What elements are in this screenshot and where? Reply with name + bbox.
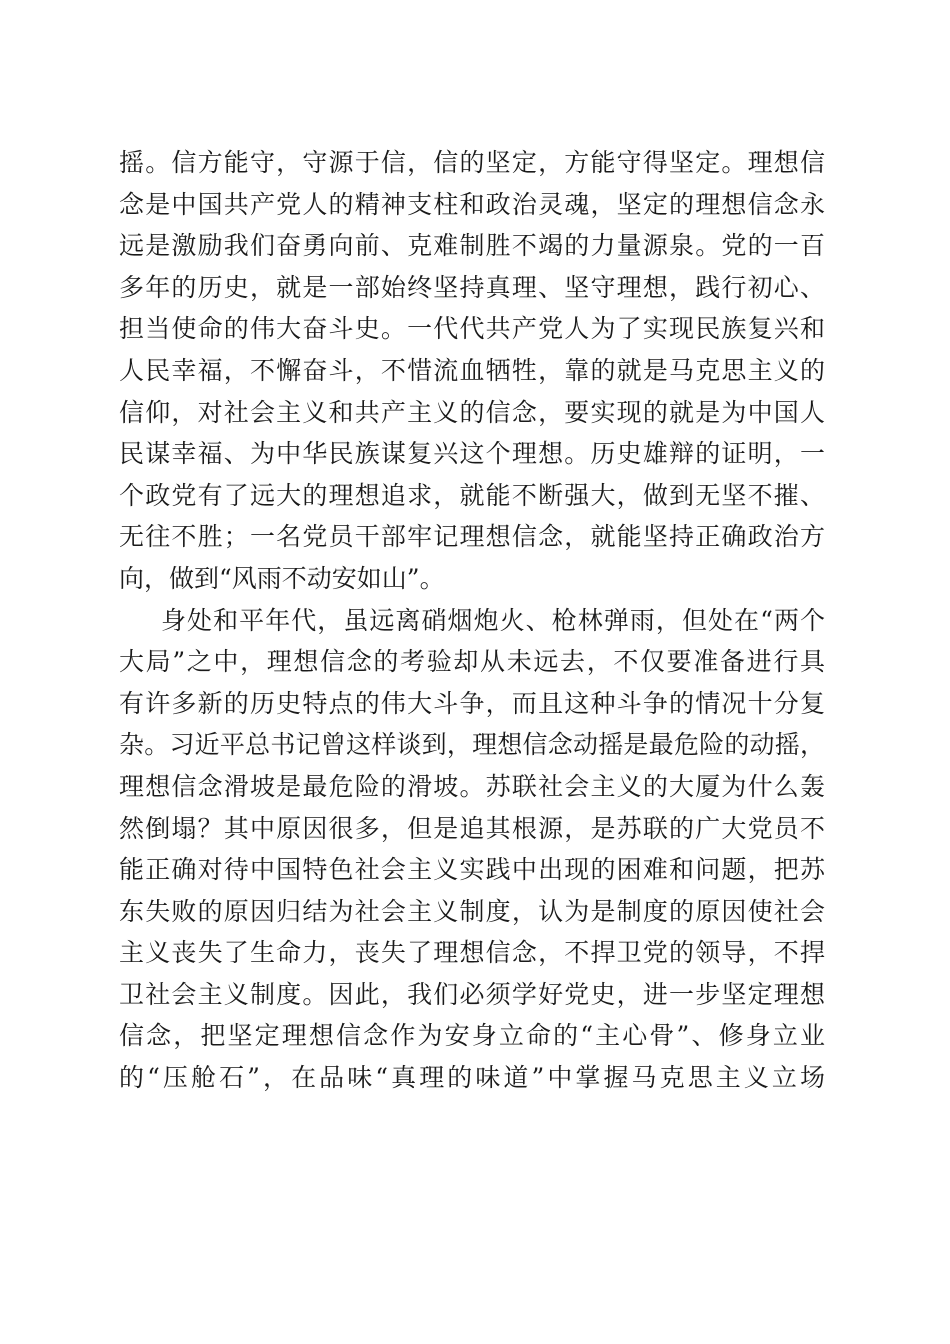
text-line: 理想信念滑坡是最危险的滑坡。苏联社会主义的大厦为什么轰: [119, 771, 825, 801]
text-line: 念是中国共产党人的精神支柱和政治灵魂，坚定的理想信念永: [119, 189, 825, 219]
text-line: 无往不胜；一名党员干部牢记理想信念，就能坚持正确政治方: [119, 522, 825, 552]
text-line: 能正确对待中国特色社会主义实践中出现的困难和问题，把苏: [119, 855, 825, 885]
text-line: 向，做到“风雨不动安如山”。: [119, 563, 445, 593]
text-line: 有许多新的历史特点的伟大斗争，而且这种斗争的情况十分复: [119, 688, 825, 718]
text-line: 东失败的原因归结为社会主义制度，认为是制度的原因使社会: [119, 896, 825, 926]
text-line: 远是激励我们奋勇向前、克难制胜不竭的力量源泉。党的一百: [119, 231, 825, 261]
text-line: 大局”之中，理想信念的考验却从未远去，不仅要准备进行具: [119, 647, 825, 677]
text-line: 多年的历史，就是一部始终坚持真理、坚守理想，践行初心、: [119, 272, 825, 302]
text-line: 个政党有了远大的理想追求，就能不断强大，做到无坚不摧、: [119, 480, 825, 510]
text-line: 民谋幸福、为中华民族谋复兴这个理想。历史雄辩的证明，一: [119, 439, 825, 469]
text-line: 的“压舱石”，在品味“真理的味道”中掌握马克思主义立场: [119, 1063, 825, 1093]
text-line: 身处和平年代，虽远离硝烟炮火、枪林弹雨，但处在“两个: [161, 605, 825, 635]
body-text: [119, 142, 825, 1099]
text-line: 杂。习近平总书记曾这样谈到，理想信念动摇是最危险的动摇，: [119, 730, 825, 760]
text-line: 信仰，对社会主义和共产主义的信念，要实现的就是为中国人: [119, 397, 825, 427]
paragraph-1: [119, 142, 825, 600]
text-line: 卫社会主义制度。因此，我们必须学好党史，进一步坚定理想: [119, 979, 825, 1009]
text-line: 担当使命的伟大奋斗史。一代代共产党人为了实现民族复兴和: [119, 314, 825, 344]
text-line: 人民幸福，不懈奋斗，不惜流血牺牲，靠的就是马克思主义的: [119, 355, 825, 385]
text-line: 主义丧失了生命力，丧失了理想信念，不捍卫党的领导，不捍: [119, 938, 825, 968]
text-line: 然倒塌？其中原因很多，但是追其根源，是苏联的广大党员不: [119, 813, 825, 843]
text-line: 信念，把坚定理想信念作为安身立命的“主心骨”、修身立业: [119, 1021, 825, 1051]
text-line: 摇。信方能守，守源于信，信的坚定，方能守得坚定。理想信: [119, 148, 825, 177]
paragraph-2: [119, 600, 825, 1099]
